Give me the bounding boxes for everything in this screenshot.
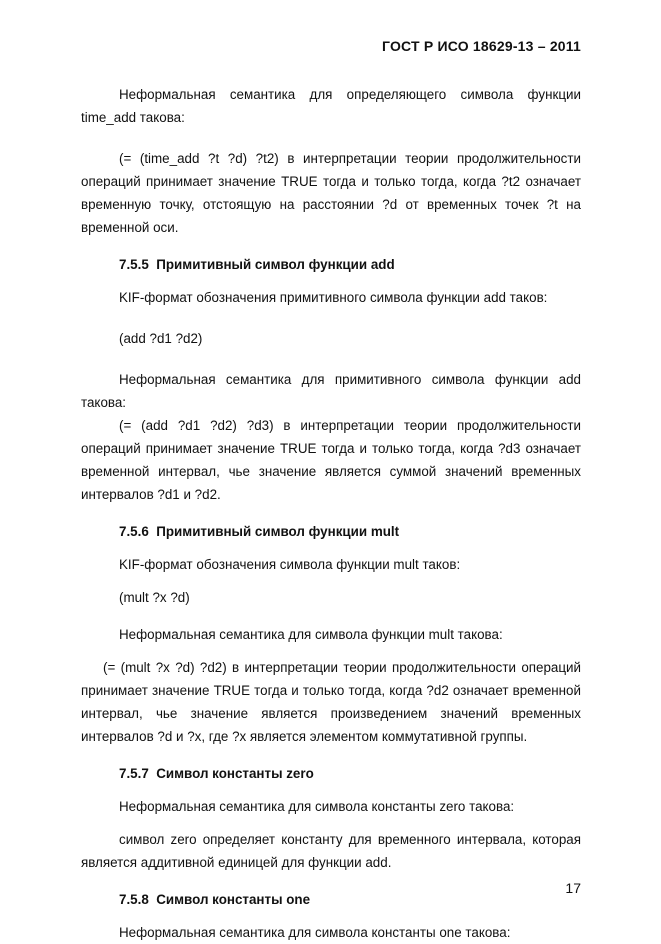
document-header: ГОСТ Р ИСО 18629-13 – 2011: [382, 38, 581, 54]
paragraph-mult-semantics: (= (mult ?x ?d) ?d2) в интерпретации теории продолжительности операций принимает значение TRUE тогда и только тогда, когда ?d2 означает временной интервал, чье значение является произведением значений временных интервалов ?d и ?x, где ?x является элементом коммутативной группы.: [81, 660, 581, 744]
section-heading-7-5-8: [81, 888, 581, 911]
paragraph-zero-intro: Неформальная семантика для символа константы zero такова:: [119, 799, 515, 814]
paragraph-mult-intro: Неформальная семантика для символа функции mult такова:: [119, 627, 503, 642]
paragraph-mult-formula: (mult ?x ?d): [119, 590, 190, 605]
page-number: 17: [565, 880, 581, 896]
section-title: Символ константы zero: [156, 766, 314, 781]
section-title: Примитивный символ функции mult: [156, 524, 400, 539]
section-title: Примитивный символ функции add: [156, 257, 395, 272]
paragraph-add-semantics: (= (add ?d1 ?d2) ?d3) в интерпретации теории продолжительности операций принимает значение TRUE тогда и только тогда, когда ?d3 означает временной интервал, чье значение является суммой значений временных интервалов ?d1 и ?d2.: [81, 418, 581, 502]
section-heading-7-5-7: [81, 762, 581, 785]
section-heading-7-5-6: [81, 520, 581, 543]
page-content: [81, 83, 581, 944]
paragraph-one-intro: Неформальная семантика для символа константы one такова:: [119, 925, 511, 940]
section-number: 7.5.6: [119, 524, 149, 539]
section-number: 7.5.7: [119, 766, 149, 781]
paragraph-add-intro: Неформальная семантика для примитивного символа функции add такова:: [81, 372, 581, 410]
section-number: 7.5.5: [119, 257, 149, 272]
section-number: 7.5.8: [119, 892, 149, 907]
paragraph-zero-semantics: символ zero определяет константу для временного интервала, которая является аддитивной единицей для функции add.: [81, 832, 581, 870]
paragraph-time-add-intro: Неформальная семантика для определяющего символа функции time_add такова:: [81, 87, 581, 125]
section-heading-7-5-5: [81, 253, 581, 276]
paragraph-add-kif: KIF-формат обозначения примитивного символа функции add таков:: [119, 290, 548, 305]
paragraph-mult-kif: KIF-формат обозначения символа функции mult таков:: [119, 557, 461, 572]
paragraph-time-add-semantics: (= (time_add ?t ?d) ?t2) в интерпретации теории продолжительности операций принимает значение TRUE тогда и только тогда, когда ?t2 означает временную точку, отстоящую на расстоянии ?d от временных точек ?t на временной оси.: [81, 151, 581, 235]
paragraph-add-formula: (add ?d1 ?d2): [119, 331, 203, 346]
section-title: Символ константы one: [156, 892, 311, 907]
